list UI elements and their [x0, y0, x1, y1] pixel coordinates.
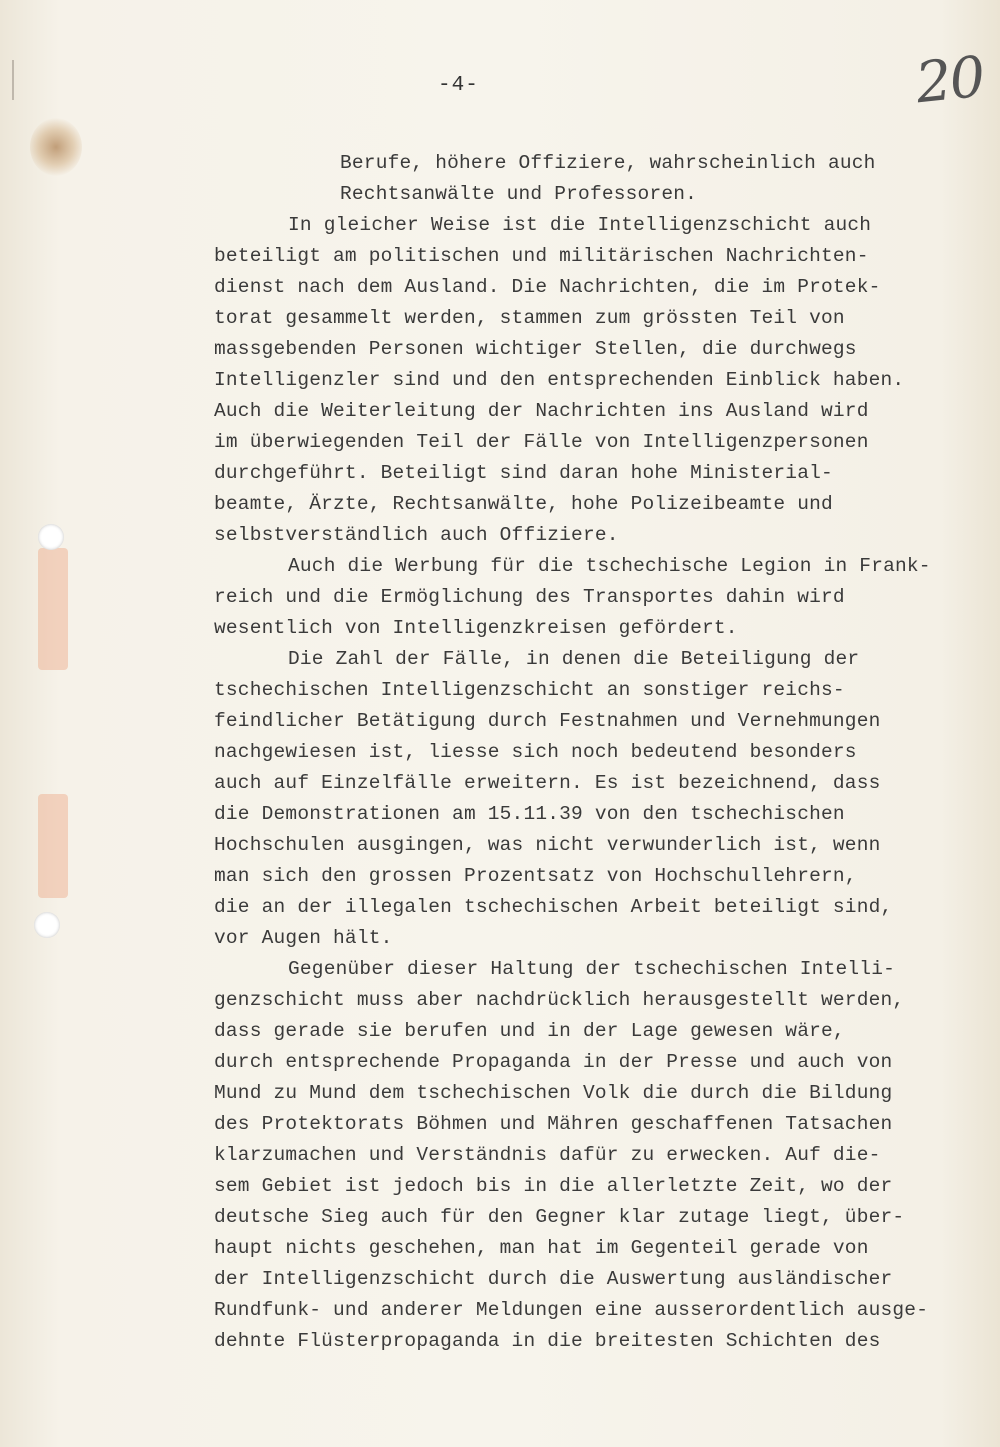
text-line: In gleicher Weise ist die Intelligenzschicht auch [288, 214, 872, 236]
text-line: dass gerade sie berufen und in der Lage gewesen wäre, [214, 1020, 845, 1042]
text-line: Intelligenzler sind und den entsprechenden Einblick haben. [214, 369, 905, 391]
text-line: beteiligt am politischen und militärischen Nachrichten- [214, 245, 869, 267]
text-line: dehnte Flüsterpropaganda in die breitesten Schichten des [214, 1330, 881, 1352]
rust-stain [30, 118, 82, 176]
text-line: beamte, Ärzte, Rechtsanwälte, hohe Polizeibeamte und [214, 493, 833, 515]
tape-stain [38, 548, 68, 670]
text-line: Rundfunk- und anderer Meldungen eine ausserordentlich ausge- [214, 1299, 929, 1321]
text-line: selbstverständlich auch Offiziere. [214, 524, 619, 546]
text-line: Die Zahl der Fälle, in denen die Beteiligung der [288, 648, 860, 670]
text-line: massgebenden Personen wichtiger Stellen, die durchwegs [214, 338, 857, 360]
text-line: Auch die Weiterleitung der Nachrichten ins Ausland wird [214, 400, 869, 422]
typed-text-body [214, 148, 974, 1357]
text-line: Auch die Werbung für die tschechische Legion in Frank- [288, 555, 931, 577]
text-line: vor Augen hält. [214, 927, 393, 949]
text-line: durchgeführt. Beteiligt sind daran hohe Ministerial- [214, 462, 833, 484]
text-line: tschechischen Intelligenzschicht an sonstiger reichs- [214, 679, 845, 701]
text-line: haupt nichts geschehen, man hat im Gegenteil gerade von [214, 1237, 869, 1259]
text-line: deutsche Sieg auch für den Gegner klar zutage liegt, über- [214, 1206, 905, 1228]
text-line: durch entsprechende Propaganda in der Presse und auch von [214, 1051, 893, 1073]
text-line: genzschicht muss aber nachdrücklich herausgestellt werden, [214, 989, 905, 1011]
text-line: man sich den grossen Prozentsatz von Hochschullehrern, [214, 865, 857, 887]
text-line: reich und die Ermöglichung des Transportes dahin wird [214, 586, 845, 608]
text-line: wesentlich von Intelligenzkreisen gefördert. [214, 617, 738, 639]
text-line: dienst nach dem Ausland. Die Nachrichten, die im Protek- [214, 276, 881, 298]
text-line: sem Gebiet ist jedoch bis in die allerletzte Zeit, wo der [214, 1175, 893, 1197]
text-line: im überwiegenden Teil der Fälle von Intelligenzpersonen [214, 431, 869, 453]
tape-stain [38, 794, 68, 898]
text-line: nachgewiesen ist, liesse sich noch bedeutend besonders [214, 741, 857, 763]
text-line: feindlicher Betätigung durch Festnahmen und Vernehmungen [214, 710, 881, 732]
punch-hole [38, 524, 64, 550]
page-number: -4- [438, 74, 479, 97]
text-line: torat gesammelt werden, stammen zum grössten Teil von [214, 307, 845, 329]
text-line: die an der illegalen tschechischen Arbeit beteiligt sind, [214, 896, 893, 918]
text-line: auch auf Einzelfälle erweitern. Es ist bezeichnend, dass [214, 772, 881, 794]
text-line: Rechtsanwälte und Professoren. [340, 183, 698, 205]
punch-hole [34, 912, 60, 938]
staple-mark [12, 60, 22, 100]
text-line: Mund zu Mund dem tschechischen Volk die durch die Bildung [214, 1082, 893, 1104]
handwritten-folio-number: 20 [912, 44, 987, 117]
text-line: Hochschulen ausgingen, was nicht verwunderlich ist, wenn [214, 834, 881, 856]
text-line: Berufe, höhere Offiziere, wahrscheinlich auch [340, 152, 876, 174]
text-line: des Protektorats Böhmen und Mähren geschaffenen Tatsachen [214, 1113, 893, 1135]
text-line: der Intelligenzschicht durch die Auswertung ausländischer [214, 1268, 893, 1290]
text-line: Gegenüber dieser Haltung der tschechischen Intelli- [288, 958, 895, 980]
text-line: klarzumachen und Verständnis dafür zu erwecken. Auf die- [214, 1144, 881, 1166]
text-line: die Demonstrationen am 15.11.39 von den tschechischen [214, 803, 845, 825]
